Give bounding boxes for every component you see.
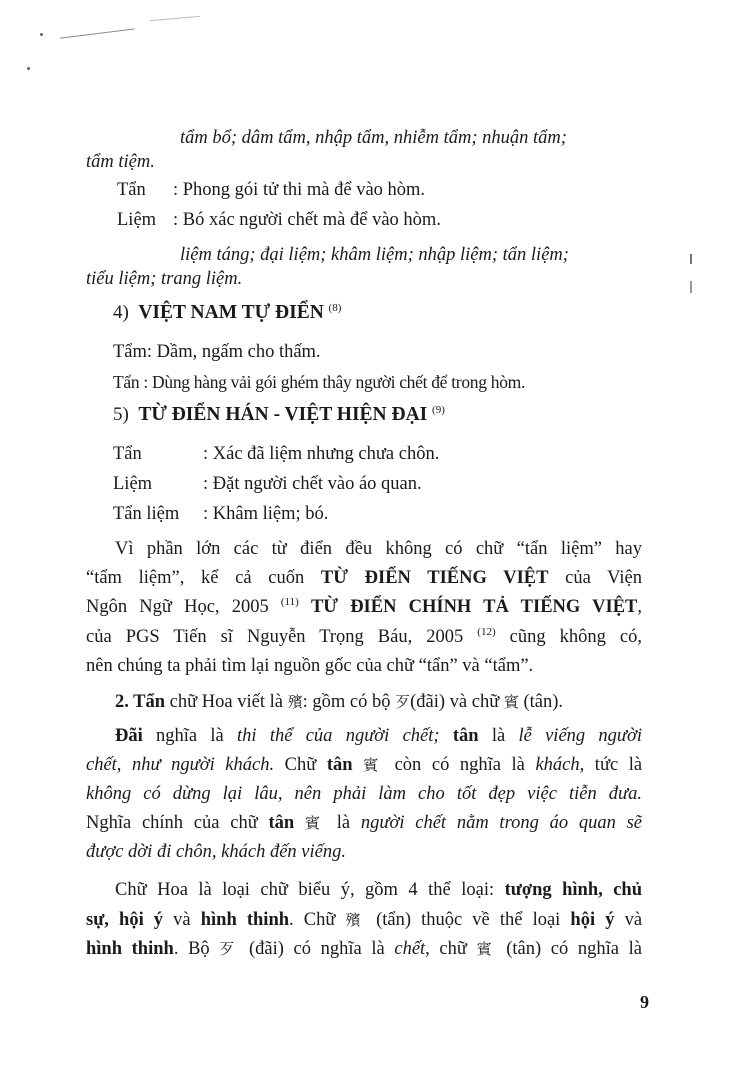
entry-term: Tẩn liệm <box>113 504 180 524</box>
entry-definition: : Khâm liệm; bó. <box>203 504 329 524</box>
text-line: tẩm bổ; dâm tẩm, nhập tẩm, nhiễm tẩm; nhuận tẩm; <box>180 128 567 148</box>
text-span: (đãi) có nghĩa là <box>248 939 385 959</box>
text-span: Nghĩa chính của chữ <box>86 813 258 833</box>
scan-artifact-speck <box>27 67 30 70</box>
text-span: (tẩn) thuộc về thể loại <box>376 910 561 930</box>
text-span: thi thể của người chết; <box>237 726 440 746</box>
paragraph-line: Vì phần lớn các từ điển đều không có chữ “tẩn liệm” hay <box>115 539 642 559</box>
paragraph-line: không có dừng lại lâu, nên phải làm cho tốt đẹp việc tiễn đưa. <box>86 784 642 804</box>
entry-term: Tẩn <box>113 372 140 392</box>
section-heading-4 <box>113 301 673 325</box>
footnote-ref: (8) <box>328 302 342 314</box>
text-span: tân <box>268 813 295 833</box>
paragraph-line <box>86 753 642 777</box>
paragraph-line <box>86 595 642 619</box>
entry-definition: : Phong gói tử thi mà để vào hòm. <box>173 180 426 200</box>
entry-definition: : Xác đã liệm nhưng chưa chôn. <box>203 444 440 464</box>
section-title: VIỆT NAM TỰ ĐIỂN <box>138 302 324 323</box>
text-span: . Bộ <box>173 939 210 959</box>
definition-entry <box>113 472 673 496</box>
han-character: 賓 <box>476 940 497 958</box>
section-heading-5 <box>113 403 673 427</box>
text-span: tân <box>326 755 353 775</box>
text-span: . Chữ <box>289 910 336 930</box>
text-span: cũng không có, <box>509 627 643 647</box>
text-span: chết <box>394 939 426 959</box>
paragraph-line: được dời đi chôn, khách đến viếng. <box>86 842 346 862</box>
text-span: là <box>491 726 506 746</box>
han-character: 賓 <box>503 693 519 711</box>
text-span: tân <box>452 726 479 746</box>
entry-definition: : Dùng hàng vải gói ghém thây người chết để trong hòm. <box>143 372 526 392</box>
text-span: , tức là <box>579 755 643 775</box>
book-title: TỪ ĐIỂN TIẾNG VIỆT <box>320 568 549 588</box>
footnote-ref: (11) <box>280 596 299 608</box>
text-span: hình thinh <box>200 910 290 930</box>
text-span: sự, hội ý <box>86 910 164 930</box>
text-span: Chữ <box>284 755 317 775</box>
numbered-heading: 2. Tẩn <box>115 692 166 712</box>
section-title: TỪ ĐIỂN HÁN - VIỆT HIỆN ĐẠI <box>138 404 428 425</box>
book-title: TỪ ĐIỂN CHÍNH TẢ TIẾNG VIỆT <box>310 597 638 617</box>
text-span: chết, như người khách. <box>86 755 275 775</box>
text-span: là <box>336 813 351 833</box>
page-number: 9 <box>640 992 649 1012</box>
paragraph-line <box>86 908 642 932</box>
definition-entry <box>113 340 673 364</box>
text-span: khách <box>535 755 580 775</box>
text-span: Ngôn Ngữ Học, 2005 <box>86 597 269 617</box>
paragraph-line <box>115 690 675 714</box>
text-span: và <box>624 910 643 930</box>
section-number: 5) <box>113 404 129 425</box>
definition-entry <box>113 370 673 394</box>
scan-artifact-speck <box>40 33 43 36</box>
text-span: Chữ Hoa là loại chữ biểu ý, gồm 4 thể loại: <box>115 880 495 900</box>
entry-term: Liệm <box>117 210 157 230</box>
text-span: của PGS Tiến sĩ Nguyễn Trọng Báu, 2005 <box>86 627 464 647</box>
entry-definition: : Bó xác người chết mà để vào hòm. <box>173 210 441 230</box>
text-span: người chết nằm trong áo quan sẽ <box>360 813 642 833</box>
scan-artifact-line <box>150 16 200 21</box>
paragraph-line <box>86 625 642 649</box>
text-span: “tẩm liệm”, kể cả cuốn <box>86 568 305 588</box>
definition-entry <box>113 502 673 526</box>
text-span: , <box>637 597 643 617</box>
entry-definition: : Dầm, ngấm cho thấm. <box>146 342 321 362</box>
entry-term: Liệm <box>113 474 153 494</box>
paragraph-line <box>115 724 642 748</box>
text-span: (tân). <box>523 692 564 712</box>
definition-entry <box>117 208 677 232</box>
scan-artifact-line <box>60 28 135 38</box>
definition-entry <box>117 178 677 202</box>
entry-term: Tẩn <box>117 180 146 200</box>
text-span: Đãi <box>115 726 143 746</box>
text-span: nghĩa là <box>156 726 224 746</box>
han-character: 殯 <box>287 693 303 711</box>
text-line: tiểu liệm; trang liệm. <box>86 269 243 289</box>
text-span: chữ Hoa viết là <box>169 692 283 712</box>
footnote-ref: (9) <box>432 404 445 416</box>
text-span: , chữ <box>425 939 467 959</box>
paragraph-line: nên chúng ta phải tìm lại nguồn gốc của chữ “tẩn” và “tẩm”. <box>86 656 534 676</box>
text-span: hình thinh <box>86 939 174 959</box>
text-span: của Viện <box>565 568 643 588</box>
footnote-ref: (12) <box>477 626 496 638</box>
entry-definition: : Đặt người chết vào áo quan. <box>203 474 422 494</box>
entry-term: Tẩn <box>113 444 142 464</box>
entry-term: Tẩm <box>113 342 147 362</box>
paragraph-line <box>86 566 642 590</box>
text-span: và <box>173 910 191 930</box>
text-span: còn có nghĩa là <box>394 755 525 775</box>
text-line: liệm táng; đại liệm; khâm liệm; nhập liệm; tẩn liệm; <box>180 245 569 265</box>
paragraph-line <box>86 811 642 835</box>
text-span: (tân) có nghĩa là <box>506 939 642 959</box>
text-span: tượng hình, chủ <box>504 880 643 900</box>
paragraph-line <box>86 937 642 961</box>
text-span: : gồm có bộ <box>302 692 391 712</box>
han-character: 歹 <box>395 693 411 711</box>
han-character: 賓 <box>363 756 385 774</box>
text-span: hội ý <box>570 910 615 930</box>
scan-artifact-mark <box>690 281 692 293</box>
paragraph-line <box>115 878 642 902</box>
text-span: lễ viếng người <box>518 726 643 746</box>
definition-entry <box>113 442 673 466</box>
text-span: (đãi) và chữ <box>410 692 500 712</box>
han-character: 賓 <box>304 814 327 832</box>
text-line: tẩm tiệm. <box>86 152 155 172</box>
han-character: 殯 <box>345 911 366 929</box>
han-character: 歹 <box>219 940 240 958</box>
section-number: 4) <box>113 302 129 323</box>
